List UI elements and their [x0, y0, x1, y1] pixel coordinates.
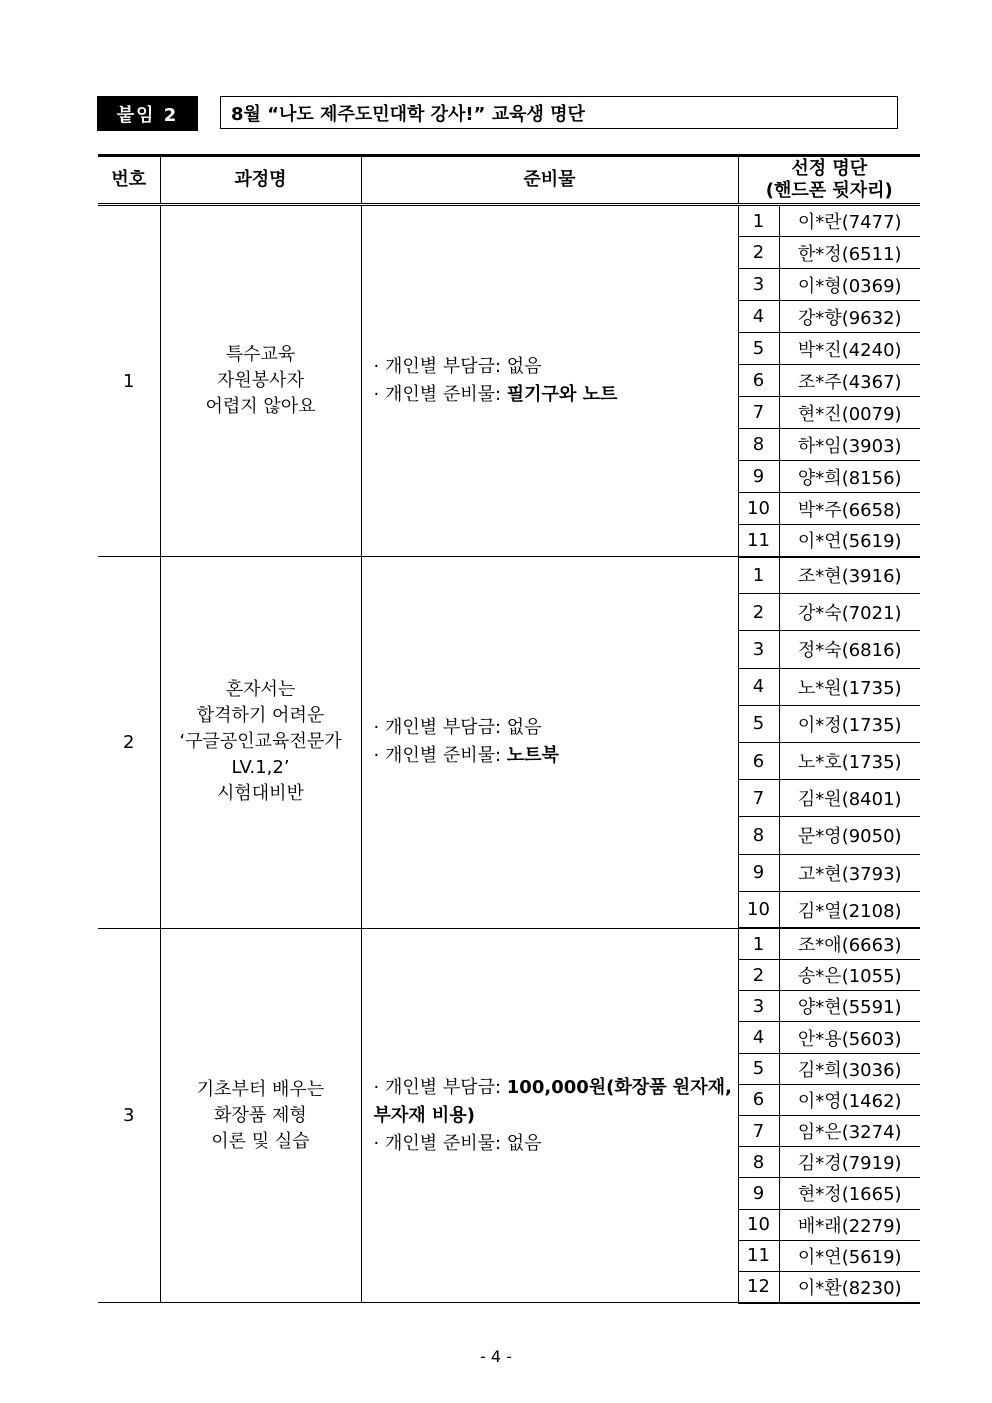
- preparation: [361, 205, 738, 557]
- person-index: 6: [738, 742, 779, 779]
- course-name-line: 어렵지 않아요: [205, 396, 316, 417]
- attachment-badge: 붙임 2: [97, 96, 198, 131]
- person-index: 10: [738, 493, 779, 525]
- person-name: 조*애(6663): [779, 928, 920, 959]
- person-name: 안*용(5603): [779, 1022, 920, 1053]
- document-title: 8월 “나도 제주도민대학 강사!” 교육생 명단: [220, 96, 898, 129]
- person-index: 6: [738, 1084, 779, 1115]
- table-header-row: [98, 156, 920, 205]
- col-header-prep: 준비물: [361, 156, 738, 205]
- person-name: 송*은(1055): [779, 960, 920, 991]
- person-index: 11: [738, 525, 779, 557]
- prep-line: [374, 714, 738, 742]
- person-index: 8: [738, 429, 779, 461]
- person-name: 김*희(3036): [779, 1053, 920, 1084]
- person-name: 고*현(3793): [779, 854, 920, 891]
- person-index: 5: [738, 1053, 779, 1084]
- course-name-line: 자원봉사자: [217, 370, 304, 391]
- person-index: 3: [738, 269, 779, 301]
- person-name: 김*열(2108): [779, 891, 920, 928]
- prep-value: 필기구와 노트: [506, 384, 618, 405]
- person-name: 이*연(5619): [779, 525, 920, 557]
- person-index: 2: [738, 594, 779, 631]
- person-name: 이*환(8230): [779, 1271, 920, 1302]
- course-name: [160, 205, 361, 557]
- person-name: 양*현(5591): [779, 991, 920, 1022]
- person-name: 하*임(3903): [779, 429, 920, 461]
- person-index: 1: [738, 205, 779, 237]
- person-name: 조*현(3916): [779, 557, 920, 594]
- person-index: 5: [738, 705, 779, 742]
- person-name: 노*호(1735): [779, 742, 920, 779]
- prep-line: [374, 1130, 738, 1158]
- person-index: 4: [738, 1022, 779, 1053]
- prep-label: · 개인별 부담금:: [373, 356, 507, 377]
- person-index: 10: [738, 1209, 779, 1240]
- person-name: 현*정(1665): [779, 1178, 920, 1209]
- prep-value: 노트북: [506, 745, 559, 767]
- person-index: 10: [738, 891, 779, 928]
- person-index: 3: [738, 631, 779, 668]
- course-name-line: 합격하기 어려운: [196, 705, 325, 727]
- col-header-selected: [738, 156, 920, 205]
- col-header-selected-title: 선정 명단: [791, 158, 868, 179]
- person-index: 8: [738, 817, 779, 854]
- person-index: 9: [738, 461, 779, 493]
- person-name: 정*숙(6816): [779, 631, 920, 668]
- person-index: 9: [738, 1178, 779, 1209]
- person-name: 배*래(2279): [779, 1209, 920, 1240]
- prep-line: [374, 1102, 738, 1130]
- course-name-line: 기초부터 배우는: [196, 1078, 325, 1100]
- person-name: 양*희(8156): [779, 461, 920, 493]
- table-row: [98, 928, 920, 959]
- person-name: 강*숙(7021): [779, 594, 920, 631]
- prep-value: 없음: [506, 356, 542, 377]
- person-index: 4: [738, 668, 779, 705]
- prep-label: · 개인별 부담금:: [373, 717, 507, 739]
- course-number: 2: [98, 557, 160, 929]
- person-index: 4: [738, 301, 779, 333]
- table-row: [98, 205, 920, 237]
- person-index: 9: [738, 854, 779, 891]
- prep-value: 없음: [506, 717, 542, 739]
- col-header-course: 과정명: [160, 156, 361, 205]
- preparation: [361, 557, 738, 929]
- course-name-line: 혼자서는: [225, 679, 296, 701]
- course-name-line: 특수교육: [225, 344, 296, 365]
- person-name: 이*정(1735): [779, 705, 920, 742]
- prep-label: · 개인별 부담금:: [373, 1076, 507, 1098]
- preparation: [361, 928, 738, 1302]
- person-name: 박*주(6658): [779, 493, 920, 525]
- course-name-line: ‘구글공인교육전문가: [179, 731, 342, 753]
- person-name: 이*형(0369): [779, 269, 920, 301]
- course-name-line: 화장품 제형: [214, 1104, 307, 1126]
- prep-label: · 개인별 준비물:: [373, 384, 507, 405]
- person-index: 5: [738, 333, 779, 365]
- person-name: 문*영(9050): [779, 817, 920, 854]
- person-index: 2: [738, 237, 779, 269]
- prep-line: [374, 353, 738, 381]
- person-name: 강*향(9632): [779, 301, 920, 333]
- person-index: 7: [738, 397, 779, 429]
- course-name-line: LV.1,2’: [231, 757, 290, 779]
- person-index: 7: [738, 780, 779, 817]
- person-index: 7: [738, 1116, 779, 1147]
- course-name-line: 시험대비반: [217, 783, 304, 805]
- course-name: [160, 928, 361, 1302]
- person-index: 3: [738, 991, 779, 1022]
- person-index: 2: [738, 960, 779, 991]
- course-name: [160, 557, 361, 929]
- person-name: 김*원(8401): [779, 780, 920, 817]
- roster-table: [98, 154, 920, 1304]
- person-index: 12: [738, 1271, 779, 1302]
- person-name: 현*진(0079): [779, 397, 920, 429]
- prep-line: [374, 381, 738, 409]
- person-index: 8: [738, 1147, 779, 1178]
- col-header-no: 번호: [98, 156, 160, 205]
- prep-value: 없음: [506, 1132, 542, 1154]
- prep-line: [374, 1074, 738, 1102]
- person-name: 이*란(7477): [779, 205, 920, 237]
- person-index: 11: [738, 1240, 779, 1271]
- prep-label: · 개인별 준비물:: [373, 1132, 507, 1154]
- course-number: 1: [98, 205, 160, 557]
- prep-value: 100,000원(화장품 원자재,: [506, 1076, 732, 1098]
- prep-label: · 개인별 준비물:: [373, 745, 507, 767]
- person-name: 조*주(4367): [779, 365, 920, 397]
- person-name: 노*원(1735): [779, 668, 920, 705]
- col-header-selected-sub: (핸드폰 뒷자리): [765, 180, 893, 201]
- prep-line: [374, 742, 738, 770]
- person-index: 1: [738, 557, 779, 594]
- person-index: 1: [738, 928, 779, 959]
- person-name: 이*영(1462): [779, 1084, 920, 1115]
- page-number: - 4 -: [480, 1347, 512, 1366]
- person-name: 이*연(5619): [779, 1240, 920, 1271]
- course-number: 3: [98, 928, 160, 1302]
- person-name: 박*진(4240): [779, 333, 920, 365]
- person-index: 6: [738, 365, 779, 397]
- person-name: 김*경(7919): [779, 1147, 920, 1178]
- person-name: 한*정(6511): [779, 237, 920, 269]
- prep-value: 부자재 비용): [373, 1104, 475, 1126]
- course-name-line: 이론 및 실습: [211, 1130, 310, 1152]
- person-name: 임*은(3274): [779, 1116, 920, 1147]
- table-row: [98, 557, 920, 594]
